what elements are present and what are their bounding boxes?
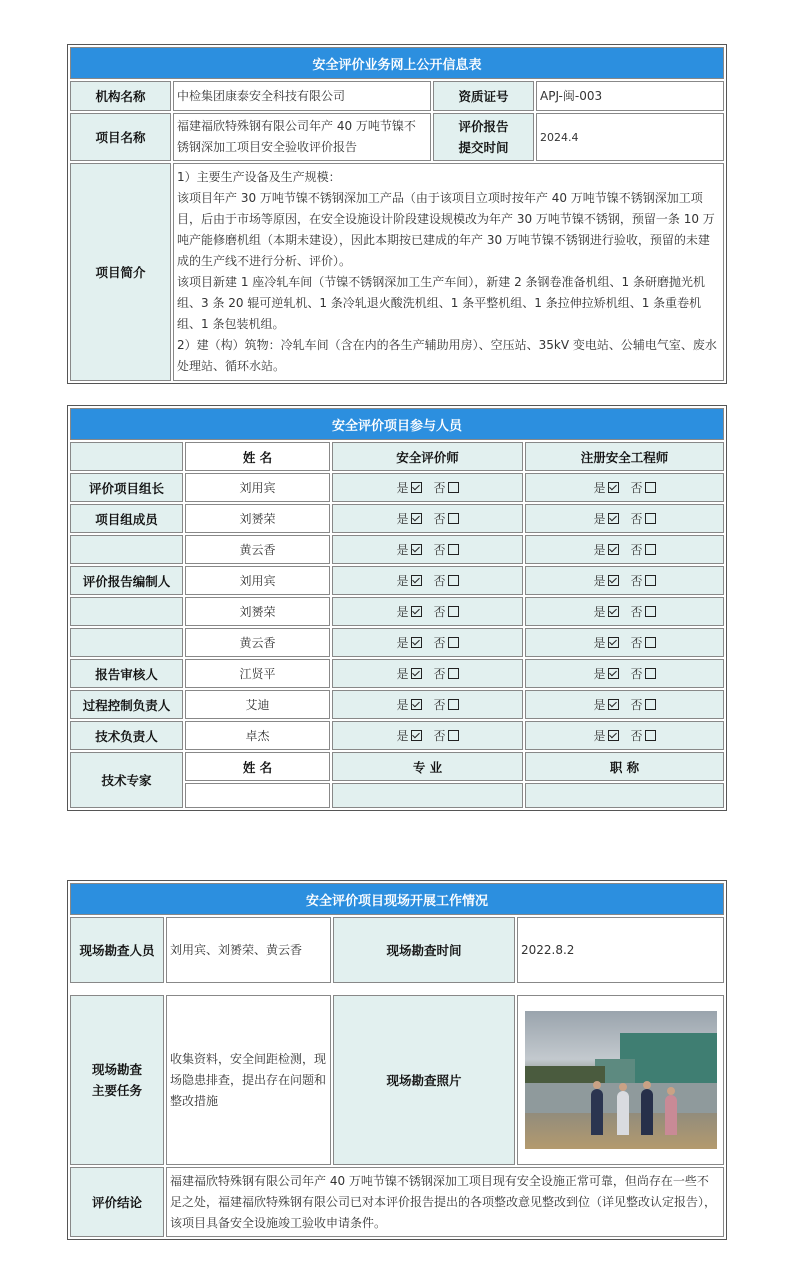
staff-name: 黄云香: [185, 628, 330, 657]
project-label: 项目名称: [70, 113, 171, 161]
yes-label: 是: [396, 574, 409, 588]
staff-row: [70, 473, 724, 502]
staff-name: 卓杰: [185, 721, 330, 750]
conclusion-value: 福建福欣特殊钢有限公司年产 40 万吨节镍不锈钢深加工项目现有安全设施正常可靠，但尚存在一些不足之处，福建福欣特殊钢有限公司已对本评价报告提出的各项整改意见整改到位（详见整改认定报告），该项目具备安全设施竣工验收申请条件。: [166, 1167, 724, 1237]
surveyor-label: 现场勘查人员: [70, 917, 164, 983]
staff-row: [70, 597, 724, 626]
yes-label: 是: [593, 481, 606, 495]
unchecked-box-icon[interactable]: [448, 637, 459, 648]
expert-title-cell: [525, 783, 724, 808]
checked-box-icon[interactable]: [411, 513, 422, 524]
col-engineer-header: 注册安全工程师: [525, 442, 724, 471]
yes-label: 是: [593, 543, 606, 557]
site-table: [67, 880, 727, 1240]
cert-value: APJ-闽-003: [536, 81, 724, 111]
intro-line: 1）主要生产设备及生产规模：: [177, 170, 341, 184]
photo-label: 现场勘查照片: [333, 995, 515, 1165]
checked-box-icon[interactable]: [608, 513, 619, 524]
no-label: 否: [630, 667, 643, 681]
staff-role: 过程控制负责人: [70, 690, 183, 719]
org-value: 中检集团康泰安全科技有限公司: [173, 81, 431, 111]
task-label-line1: 现场勘查: [91, 1062, 142, 1077]
no-label: 否: [433, 543, 446, 557]
no-label: 否: [433, 636, 446, 650]
staff-role: 评价报告编制人: [70, 566, 183, 595]
task-label-line2: 主要任务: [91, 1083, 142, 1098]
staff-name: 刘赟荣: [185, 504, 330, 533]
photo-person-head: [643, 1081, 651, 1089]
yes-label: 是: [593, 667, 606, 681]
staff-title: 安全评价项目参与人员: [70, 408, 724, 440]
task-value: 收集资料，安全间距检测，现场隐患排查，提出存在问题和整改措施: [166, 995, 331, 1165]
intro-label: 项目简介: [70, 163, 171, 381]
no-label: 否: [630, 698, 643, 712]
expert-col-name: 姓 名: [185, 752, 330, 781]
staff-name: 刘用宾: [185, 566, 330, 595]
checked-box-icon[interactable]: [411, 544, 422, 555]
evaluator-check: [332, 504, 523, 533]
no-label: 否: [433, 512, 446, 526]
yes-label: 是: [396, 512, 409, 526]
yes-label: 是: [593, 605, 606, 619]
staff-name: 刘赟荣: [185, 597, 330, 626]
no-label: 否: [630, 574, 643, 588]
site-photo-cell: [517, 995, 724, 1165]
task-label: [70, 995, 164, 1165]
submit-time-label-line2: 提交时间: [458, 140, 509, 155]
staff-role: [70, 597, 183, 626]
evaluator-check: [332, 597, 523, 626]
no-label: 否: [630, 729, 643, 743]
staff-name: 黄云香: [185, 535, 330, 564]
photo-person-head: [593, 1081, 601, 1089]
checked-box-icon[interactable]: [411, 668, 422, 679]
staff-name: 刘用宾: [185, 473, 330, 502]
yes-label: 是: [396, 667, 409, 681]
unchecked-box-icon[interactable]: [645, 730, 656, 741]
checked-box-icon[interactable]: [411, 730, 422, 741]
checked-box-icon[interactable]: [608, 699, 619, 710]
unchecked-box-icon[interactable]: [645, 482, 656, 493]
photo-person: [665, 1095, 677, 1135]
staff-table: [67, 405, 727, 811]
photo-person: [617, 1091, 629, 1135]
staff-name: 江贤平: [185, 659, 330, 688]
staff-role: 评价项目组长: [70, 473, 183, 502]
yes-label: 是: [593, 698, 606, 712]
intro-line: 该项目新建 1 座冷轧车间（节镍不锈钢深加工生产车间），新建 2 条钢卷准备机组、1 条研磨抛光机组、3 条 20 辊可逆轧机、1 条冷轧退火酸洗机组、1 条平整机组、1 条拉伸拉矫机组、1 条重卷机组、1 条包装机组。: [177, 275, 705, 331]
yes-label: 是: [396, 729, 409, 743]
yes-label: 是: [593, 636, 606, 650]
expert-label: 技术专家: [70, 752, 183, 808]
no-label: 否: [433, 698, 446, 712]
col-name-header: 姓 名: [185, 442, 330, 471]
no-label: 否: [433, 667, 446, 681]
unchecked-box-icon[interactable]: [448, 606, 459, 617]
no-label: 否: [630, 636, 643, 650]
submit-time-label: [433, 113, 534, 161]
unchecked-box-icon[interactable]: [448, 482, 459, 493]
unchecked-box-icon[interactable]: [448, 544, 459, 555]
checked-box-icon[interactable]: [411, 699, 422, 710]
evaluator-check: [332, 721, 523, 750]
intro-line: 2）建（构）筑物：冷轧车间（含在内的各生产辅助用房）、空压站、35kV 变电站、公辅电气室、废水处理站、循环水站。: [177, 338, 717, 373]
checked-box-icon[interactable]: [608, 544, 619, 555]
checked-box-icon[interactable]: [608, 482, 619, 493]
yes-label: 是: [593, 574, 606, 588]
yes-label: 是: [593, 512, 606, 526]
surveyor-value: 刘用宾、刘赟荣、黄云香: [166, 917, 331, 983]
survey-time-label: 现场勘查时间: [333, 917, 515, 983]
intro-value: [173, 163, 724, 381]
site-title: 安全评价项目现场开展工作情况: [70, 883, 724, 915]
engineer-check: [525, 628, 724, 657]
expert-col-title: 职 称: [525, 752, 724, 781]
checked-box-icon[interactable]: [411, 482, 422, 493]
evaluator-check: [332, 535, 523, 564]
unchecked-box-icon[interactable]: [448, 668, 459, 679]
unchecked-box-icon[interactable]: [645, 699, 656, 710]
staff-role: 技术负责人: [70, 721, 183, 750]
unchecked-box-icon[interactable]: [645, 637, 656, 648]
no-label: 否: [433, 481, 446, 495]
photo-person-head: [619, 1083, 627, 1091]
checked-box-icon[interactable]: [608, 606, 619, 617]
expert-col-major: 专 业: [332, 752, 523, 781]
survey-time-value: 2022.8.2: [517, 917, 724, 983]
no-label: 否: [630, 481, 643, 495]
conclusion-label: 评价结论: [70, 1167, 164, 1237]
staff-name: 艾迪: [185, 690, 330, 719]
staff-row: [70, 659, 724, 688]
staff-row: [70, 690, 724, 719]
staff-row: [70, 504, 724, 533]
cert-label: 资质证号: [433, 81, 534, 111]
checked-box-icon[interactable]: [608, 730, 619, 741]
site-photo: [525, 1011, 717, 1149]
checked-box-icon[interactable]: [411, 606, 422, 617]
staff-role: 项目组成员: [70, 504, 183, 533]
project-value: 福建福欣特殊钢有限公司年产 40 万吨节镍不锈钢深加工项目安全验收评价报告: [173, 113, 431, 161]
yes-label: 是: [396, 605, 409, 619]
unchecked-box-icon[interactable]: [645, 544, 656, 555]
unchecked-box-icon[interactable]: [645, 575, 656, 586]
checked-box-icon[interactable]: [411, 575, 422, 586]
no-label: 否: [433, 729, 446, 743]
public-info-title: 安全评价业务网上公开信息表: [70, 47, 724, 79]
unchecked-box-icon[interactable]: [645, 513, 656, 524]
unchecked-box-icon[interactable]: [448, 513, 459, 524]
checked-box-icon[interactable]: [608, 668, 619, 679]
unchecked-box-icon[interactable]: [645, 668, 656, 679]
engineer-check: [525, 721, 724, 750]
org-label: 机构名称: [70, 81, 171, 111]
submit-time-label-line1: 评价报告: [458, 119, 509, 134]
staff-corner: [70, 442, 183, 471]
unchecked-box-icon[interactable]: [448, 730, 459, 741]
engineer-check: [525, 566, 724, 595]
checked-box-icon[interactable]: [608, 575, 619, 586]
photo-person: [641, 1089, 653, 1135]
evaluator-check: [332, 659, 523, 688]
intro-line: 该项目年产 30 万吨节镍不锈钢深加工产品（由于该项目立项时按年产 40 万吨节镍不锈钢深加工项目，后由于市场等原因，在安全设施设计阶段建设规模改为年产 30 万吨节镍不锈钢，预留一条 10 万吨产能修磨机组（本期未建设），因此本期按已建成的年产 30 万吨节镍不锈钢进行验收，预留的未建成的生产线不进行分析、评价）。: [177, 191, 715, 268]
yes-label: 是: [396, 636, 409, 650]
staff-row: [70, 535, 724, 564]
photo-person-head: [667, 1087, 675, 1095]
engineer-check: [525, 597, 724, 626]
staff-row: [70, 721, 724, 750]
engineer-check: [525, 659, 724, 688]
no-label: 否: [433, 574, 446, 588]
evaluator-check: [332, 473, 523, 502]
engineer-check: [525, 690, 724, 719]
unchecked-box-icon[interactable]: [448, 699, 459, 710]
staff-role: 报告审核人: [70, 659, 183, 688]
yes-label: 是: [396, 543, 409, 557]
staff-role: [70, 628, 183, 657]
no-label: 否: [630, 512, 643, 526]
col-evaluator-header: 安全评价师: [332, 442, 523, 471]
no-label: 否: [630, 543, 643, 557]
no-label: 否: [630, 605, 643, 619]
evaluator-check: [332, 628, 523, 657]
checked-box-icon[interactable]: [411, 637, 422, 648]
public-info-table: [67, 44, 727, 384]
evaluator-check: [332, 690, 523, 719]
checked-box-icon[interactable]: [608, 637, 619, 648]
expert-major-cell: [332, 783, 523, 808]
staff-row: [70, 628, 724, 657]
evaluator-check: [332, 566, 523, 595]
staff-role: [70, 535, 183, 564]
unchecked-box-icon[interactable]: [448, 575, 459, 586]
yes-label: 是: [396, 698, 409, 712]
submit-time-value: 2024.4: [536, 113, 724, 161]
staff-row: [70, 566, 724, 595]
engineer-check: [525, 473, 724, 502]
yes-label: 是: [396, 481, 409, 495]
expert-name-cell: [185, 783, 330, 808]
yes-label: 是: [593, 729, 606, 743]
no-label: 否: [433, 605, 446, 619]
engineer-check: [525, 504, 724, 533]
engineer-check: [525, 535, 724, 564]
photo-person: [591, 1089, 603, 1135]
unchecked-box-icon[interactable]: [645, 606, 656, 617]
